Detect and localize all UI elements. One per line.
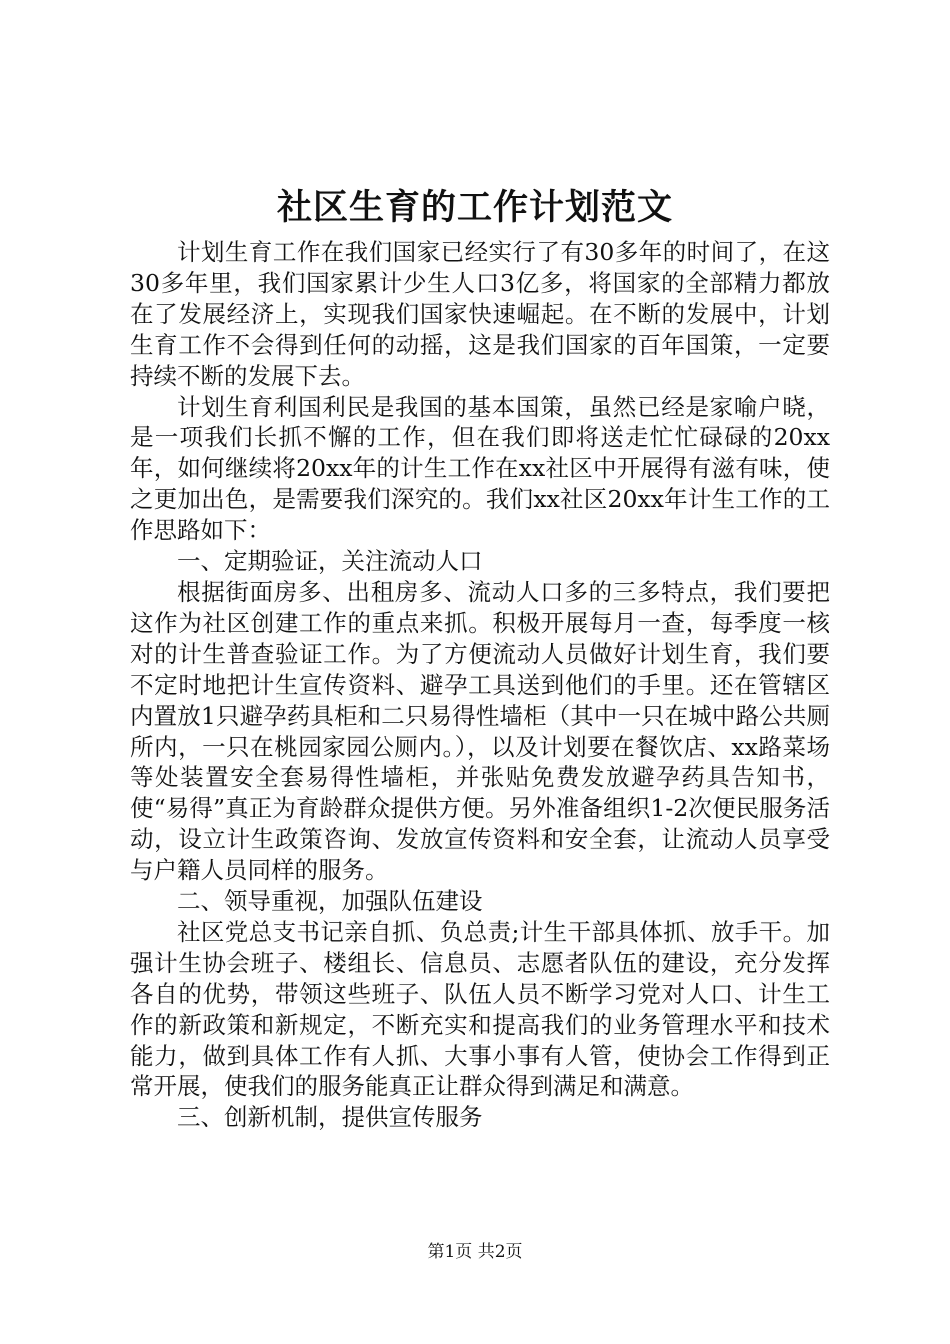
page-title: 社区生育的工作计划范文: [276, 187, 673, 228]
section-heading-3: 三、创新机制，提供宣传服务: [177, 1103, 483, 1132]
section-heading-2: 二、领导重视，加强队伍建设: [177, 887, 483, 916]
section-heading-1: 一、定期验证，关注流动人口: [177, 547, 483, 576]
paragraph-intro: 计划生育工作在我们国家已经实行了有30多年的时间了，在这30多年里，我们国家累计少生人口3亿多，将国家的全部精力都放在了发展经济上，实现我们国家快速崛起。在不断的发展中，计划生育工作不会得到任何的动摇，这是我们国家的百年国策，一定要持续不断的发展下去。: [130, 238, 830, 390]
page-footer: 第1页 共2页: [427, 1242, 523, 1262]
paragraph-section-1: 根据街面房多、出租房多、流动人口多的三多特点，我们要把这作为社区创建工作的重点来抓。积极开展每月一查，每季度一核对的计生普查验证工作。为了方便流动人员做好计划生育，我们要不定时地把计生宣传资料、避孕工具送到他们的手里。还在管辖区内置放1只避孕药具柜和二只易得性墙柜（其中一只在城中路公共厕所内，一只在桃园家园公厕内。），以及计划要在餐饮店、xx路菜场等处装置安全套易得性墙柜，并张贴免费发放避孕药具告知书，使“易得”真正为育龄群众提供方便。另外准备组织1-2次便民服务活动，设立计生政策咨询、发放宣传资料和安全套，让流动人员享受与户籍人员同样的服务。: [130, 577, 830, 885]
paragraph-section-2: 社区党总支书记亲自抓、负总责;计生干部具体抓、放手干。加强计生协会班子、楼组长、信息员、志愿者队伍的建设，充分发挥各自的优势，带领这些班子、队伍人员不断学习党对人口、计生工作的新政策和新规定，不断充实和提高我们的业务管理水平和技术能力，做到具体工作有人抓、大事小事有人管，使协会工作得到正常开展，使我们的服务能真正让群众得到满足和满意。: [130, 917, 830, 1101]
paragraph-policy: 计划生育利国利民是我国的基本国策，虽然已经是家喻户晓，是一项我们长抓不懈的工作，但在我们即将送走忙忙碌碌的20xx年，如何继续将20xx年的计生工作在xx社区中开展得有滋有味，使之更加出色，是需要我们深究的。我们xx社区20xx年计生工作的工作思路如下：: [130, 392, 830, 545]
document-body: [130, 237, 830, 1133]
